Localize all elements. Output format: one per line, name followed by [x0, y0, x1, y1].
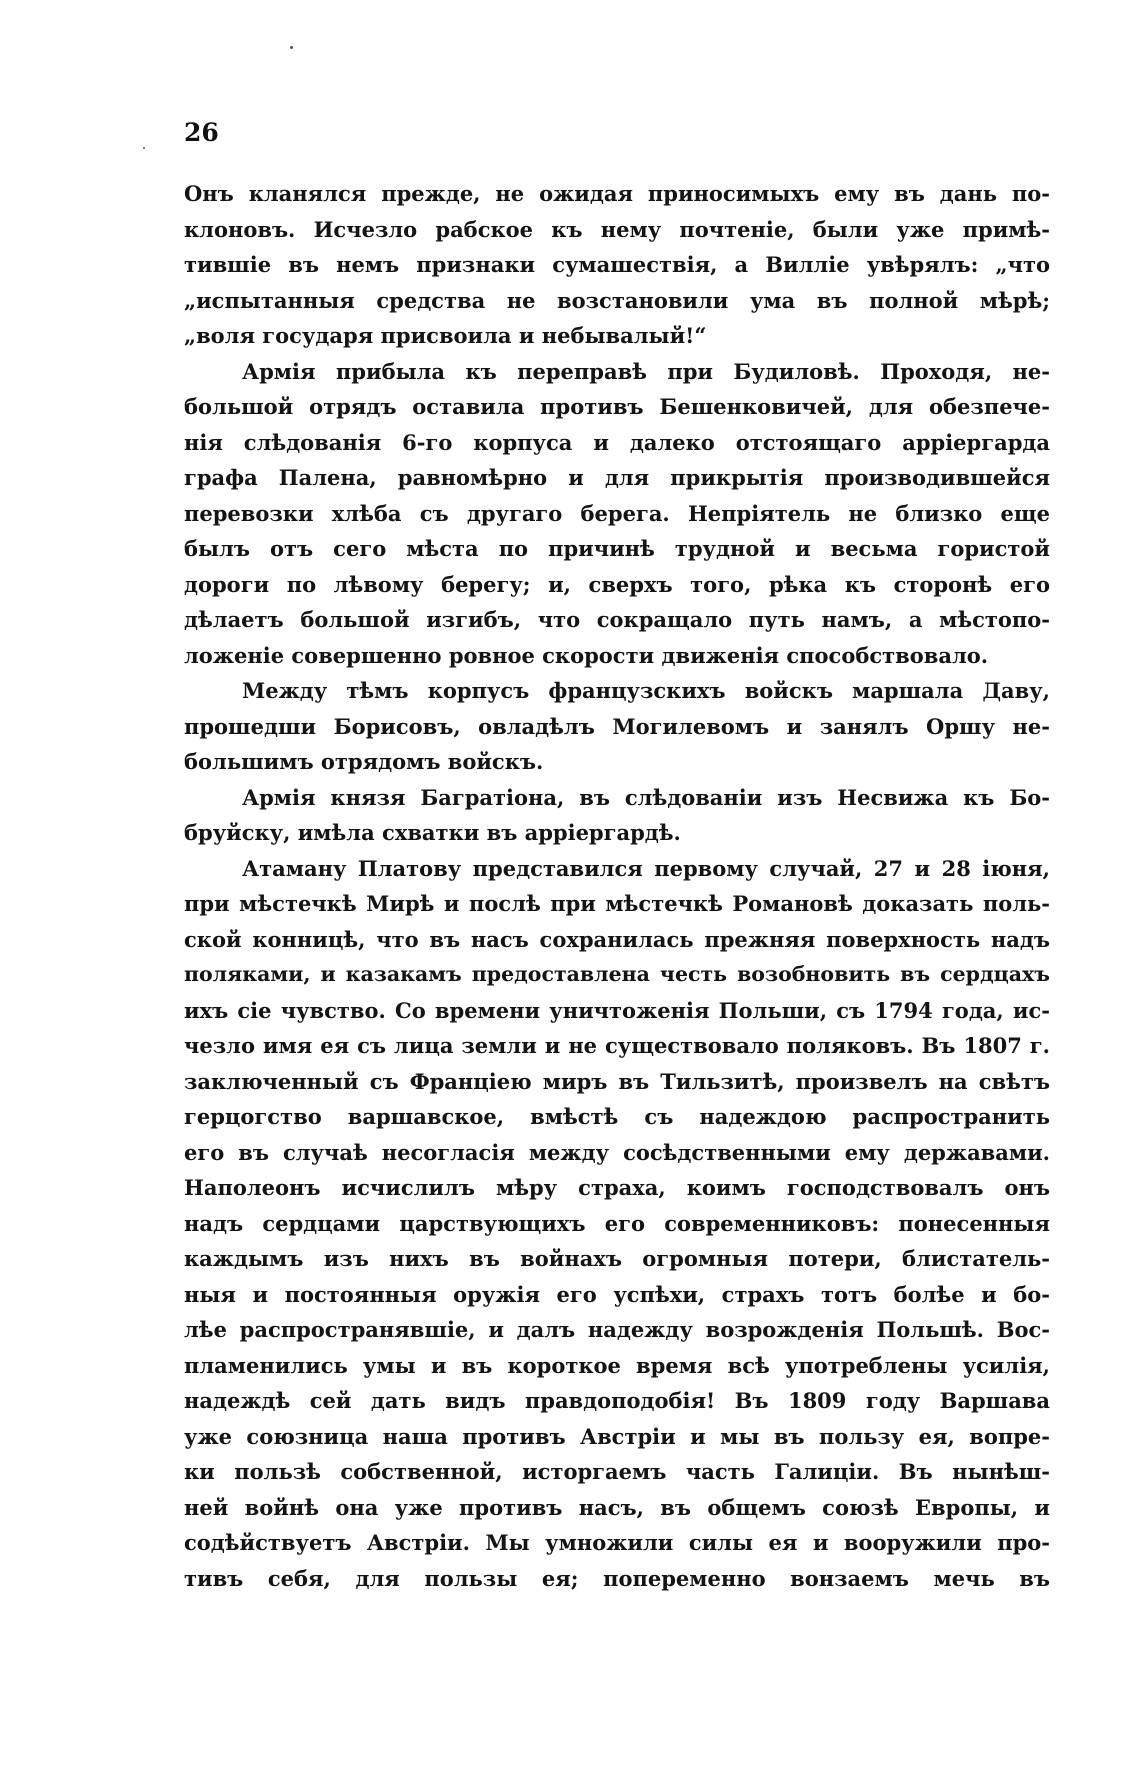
scan-speck	[143, 147, 145, 149]
text-line: Армія князя Багратіона, въ слѣдованіи изъ Несвижа къ Бо-	[242, 784, 1050, 810]
text-line: герцогство варшавское, вмѣстѣ съ надеждою распространить	[184, 1104, 1050, 1129]
scan-speck	[290, 46, 293, 49]
page-number: 26	[184, 118, 219, 147]
text-line: Онъ кланялся прежде, не ожидая приносимыхъ ему въ дань по-	[184, 181, 1050, 206]
text-line: Атаману Платову представился первому случай, 27 и 28 іюня,	[242, 855, 1050, 881]
text-line: тивъ себя, для пользы ея; попеременно вонзаемъ мечь въ	[184, 1565, 1050, 1591]
text-line: надеждѣ сей дать видъ правдоподобія! Въ 1809 году Варшава	[184, 1388, 1050, 1413]
text-line: Наполеонъ исчислилъ мѣру страха, коимъ господствовалъ онъ	[184, 1175, 1050, 1200]
text-line: ныя и постоянныя оружія его успѣхи, страхъ тотъ болѣе и бо-	[184, 1281, 1050, 1307]
text-line: поляками, и казакамъ предоставлена честь возобновить въ сердцахъ	[184, 962, 1050, 986]
text-line: уже союзница наша противъ Австріи и мы въ пользу ея, вопре-	[184, 1423, 1050, 1449]
text-line: пламенились умы и въ короткое время всѣ употреблены усилія,	[184, 1352, 1050, 1378]
text-line: надъ сердцами царствующихъ его современниковъ: понесенныя	[184, 1210, 1050, 1236]
text-line: ки пользѣ собственной, исторгаемъ часть Галиціи. Въ нынѣш-	[184, 1459, 1050, 1484]
text-line: его въ случаѣ несогласія между сосѣдственными ему державами.	[184, 1139, 1050, 1165]
text-line: былъ отъ сего мѣста по причинѣ трудной и весьма гористой	[184, 536, 1050, 561]
text-line: Между тѣмъ корпусъ французскихъ войскъ маршала Даву,	[242, 678, 1050, 703]
text-line: „воля государя присвоила и небывалый!“	[184, 323, 707, 348]
text-line: при мѣстечкѣ Мирѣ и послѣ при мѣстечкѣ Романовѣ доказать поль-	[184, 891, 1050, 916]
text-line: содѣйствуетъ Австріи. Мы умножили силы ея и вооружили про-	[184, 1530, 1050, 1555]
text-line: графа Палена, равномѣрно и для прикрытія производившейся	[184, 465, 1050, 490]
text-line: дѣлаетъ большой изгибъ, что сокращало путь намъ, а мѣстопо-	[184, 607, 1050, 632]
text-line: перевозки хлѣба съ другаго берега. Непріятель не близко еще	[184, 500, 1050, 526]
text-line: „испытанныя средства не возстановили ума въ полной мѣрѣ;	[184, 287, 1050, 313]
text-line: большой отрядъ оставила противъ Бешенковичей, для обезпече-	[184, 394, 1050, 419]
text-line: заключенный съ Франціею миръ въ Тильзитѣ, произвелъ на свѣтъ	[184, 1068, 1050, 1094]
text-line: ложеніе совершенно ровное скорости движенія способствовало.	[184, 642, 989, 668]
text-line: ней войнѣ она уже противъ насъ, въ общемъ союзѣ Европы, и	[184, 1494, 1050, 1520]
text-line: Армія прибыла къ переправѣ при Будиловѣ. Проходя, не-	[242, 358, 1050, 384]
text-line: прошедши Борисовъ, овладѣлъ Могилевомъ и занялъ Оршу не-	[184, 713, 1050, 739]
body-text	[184, 176, 1050, 1596]
text-line: каждымъ изъ нихъ въ войнахъ огромныя потери, блистатель-	[184, 1246, 1050, 1271]
text-line: клоновъ. Исчезло рабское къ нему почтеніе, были уже примѣ-	[184, 216, 1050, 242]
text-line: большимъ отрядомъ войскъ.	[184, 749, 544, 774]
text-line: бруйску, имѣла схватки въ арріергардѣ.	[184, 820, 681, 845]
text-line: чезло имя ея съ лица земли и не существовало поляковъ. Въ 1807 г.	[184, 1033, 1050, 1058]
text-line: ской конницѣ, что въ насъ сохранилась прежняя поверхность надъ	[184, 926, 1050, 952]
text-line: нія слѣдованія 6-го корпуса и далеко отстоящаго арріергарда	[184, 429, 1050, 455]
text-line: ихъ сіе чувство. Со времени уничтоженія Польши, съ 1794 года, ис-	[184, 997, 1050, 1023]
text-line: дороги по лѣвому берегу; и, сверхъ того, рѣка къ сторонѣ его	[184, 571, 1050, 597]
text-line: тившіе въ немъ признаки сумашествія, а Вилліе увѣрялъ: „что	[184, 252, 1050, 277]
text-line: лѣе распространявшіе, и далъ надежду возрожденія Польшѣ. Вос-	[184, 1317, 1050, 1342]
